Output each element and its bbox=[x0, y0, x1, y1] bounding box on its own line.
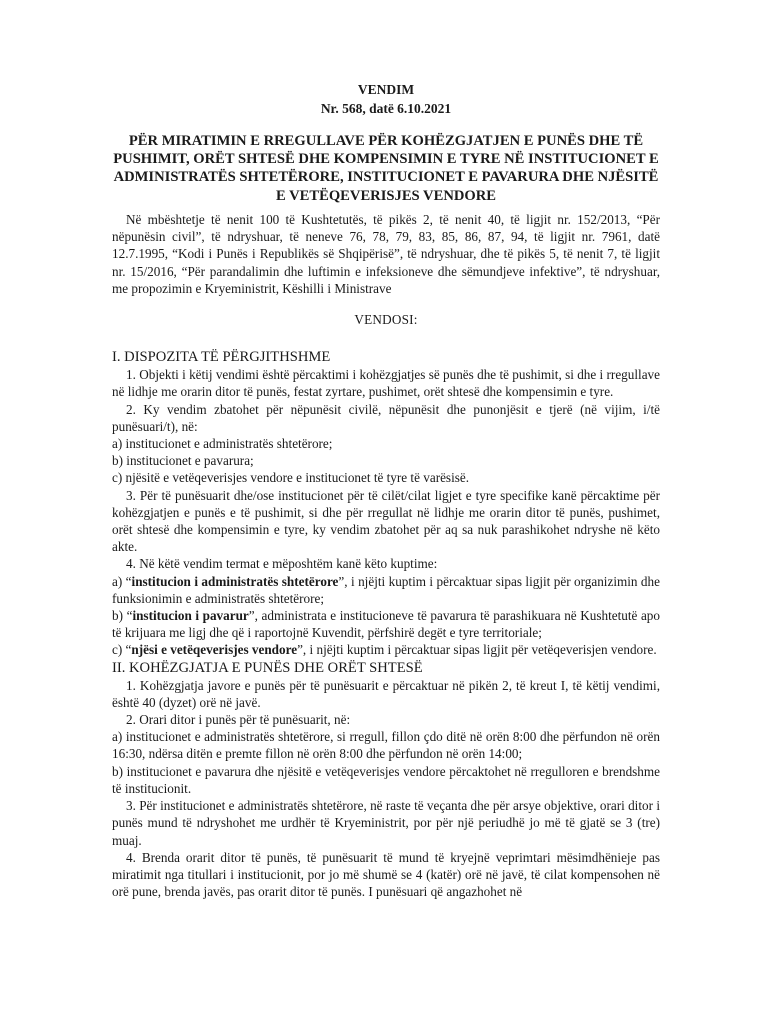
decision-subject: PËR MIRATIMIN E RREGULLAVE PËR KOHËZGJATJEN E PUNËS DHE TË PUSHIMIT, ORËT SHTESË DHE KOMPENSIMIN E TYRE NË INSTITUCIONET E ADMINISTRATËS SHTETËRORE, INSTITUCIONET E PAVARURA DHE NJËSITË E VETËQEVERISJES VENDORE bbox=[113, 133, 659, 204]
definition-prefix: b) “ bbox=[112, 608, 133, 624]
definition-text: ”, i njëjti kuptim i përcaktuar sipas ligjit për vetëqeverisjen vendore. bbox=[297, 642, 657, 658]
paragraph: 3. Për të punësuarit dhe/ose institucionet për të cilët/cilat ligjet e tyre specifike kanë përcaktime për kohëzgjatjen e punës e të pushimit, si dhe për rregullat në lidhje me orarin ditor të punës, pushimet, orët shtesë dhe kompensimin e tyre, ky vendim zbatohet për aq sa nuk parashikohet ndryshe në këto akte. bbox=[112, 487, 660, 555]
list-item: b) institucionet e pavarura dhe njësitë e vetëqeverisjes vendore përcaktohet në rregulloren e brendshme të institucionit. bbox=[112, 763, 660, 796]
definition-text: ”, i njëjti kuptim i përcaktuar sipas ligjit për organizimin dhe funksionimin e administratës shtetërore; bbox=[112, 573, 660, 606]
paragraph: 4. Në këtë vendim termat e mëposhtëm kanë këto kuptime: bbox=[126, 556, 438, 572]
defined-term: njësi e vetëqeverisjes vendore bbox=[131, 642, 298, 658]
defined-term: institucion i administratës shtetërore bbox=[131, 573, 339, 589]
list-item: a) institucionet e administratës shtetërore; bbox=[112, 436, 333, 452]
document-body bbox=[112, 211, 660, 900]
paragraph: 2. Orari ditor i punës për të punësuarit, në: bbox=[126, 712, 351, 728]
defined-term: institucion i pavarur bbox=[132, 608, 249, 624]
decision-title: VENDIM bbox=[357, 82, 415, 97]
decision-number: Nr. 568, datë 6.10.2021 bbox=[320, 101, 452, 116]
section-heading-general-provisions: I. DISPOZITA TË PËRGJITHSHME bbox=[112, 349, 331, 366]
definition-item bbox=[112, 607, 660, 641]
definition-item bbox=[112, 573, 660, 607]
definition-item bbox=[112, 641, 660, 658]
list-item: c) njësitë e vetëqeverisjes vendore e institucionet të tyre të varësisë. bbox=[112, 470, 470, 486]
section-heading-work-duration: II. KOHËZGJATJA E PUNËS DHE ORËT SHTESË bbox=[112, 659, 423, 676]
preamble-paragraph: Në mbështetje të nenit 100 të Kushtetutës, të pikës 2, të nenit 40, të ligjit nr. 152/2013, “Për nëpunësin civil”, të ndryshuar, të neneve 76, 78, 79, 83, 85, 86, 87, 94, të ligjit nr. 7961, datë 12.7.1995, “Kodi i Punës i Republikës së Shqipërisë”, të ndryshuar, dhe të pikës 5, të nenit 7, të ligjit nr. 15/2016, “Për parandalimin dhe luftimin e infeksioneve dhe sëmundjeve infektive”, të ndryshuar, me propozimin e Kryeministrit, Këshilli i Ministrave bbox=[112, 212, 660, 296]
list-item: b) institucionet e pavarura; bbox=[112, 453, 254, 469]
definition-prefix: a) “ bbox=[112, 573, 132, 589]
definition-text: ”, administrata e institucioneve të pavarura të parashikuara në Kushtetutë apo të krijuara me ligj dhe që i raportojnë Kuvendit, përfshirë degët e tyre territoriale; bbox=[112, 608, 660, 641]
definition-prefix: c) “ bbox=[112, 642, 132, 658]
list-item: a) institucionet e administratës shtetërore, si rregull, fillon çdo ditë në orën 8:00 dhe përfundon në orën 16:30, ndërsa ditën e premte fillon në orën 8:00 dhe përfundon në orën 14:00; bbox=[112, 729, 660, 762]
decides-heading: VENDOSI: bbox=[354, 312, 418, 328]
paragraph: 1. Kohëzgjatja javore e punës për të punësuarit e përcaktuar në pikën 2, të kreut I, të këtij vendimi, është 40 (dyzet) orë në javë. bbox=[112, 677, 660, 710]
paragraph: 2. Ky vendim zbatohet për nëpunësit civilë, nëpunësit dhe punonjësit e tjerë (në vijim, i/të punësuari/t), në: bbox=[112, 401, 660, 434]
document-page bbox=[112, 0, 660, 1024]
paragraph: 1. Objekti i këtij vendimi është përcaktimi i kohëzgjatjes së punës dhe të pushimit, si dhe i rregullave në lidhje me orarin ditor të punës, festat zyrtare, pushimet, orët shtesë dhe kompensimin e tyre. bbox=[112, 367, 660, 400]
paragraph: 3. Për institucionet e administratës shtetërore, në raste të veçanta dhe për arsye objektive, orari ditor i punës mund të ndryshohet me urdhër të Kryeministrit, por për një periudhë jo më të gjatë se 3 (tre) muaj. bbox=[112, 798, 660, 848]
paragraph: 4. Brenda orarit ditor të punës, të punësuarit të mund të kryejnë veprimtari mësimdhënieje pas miratimit nga titullari i institucionit, por jo më shumë se 4 (katër) orë në javë, të cilat kompensohen në orë pune, brenda javës, pas orarit ditor të punës. I punësuari që angazhohet në bbox=[112, 849, 660, 900]
